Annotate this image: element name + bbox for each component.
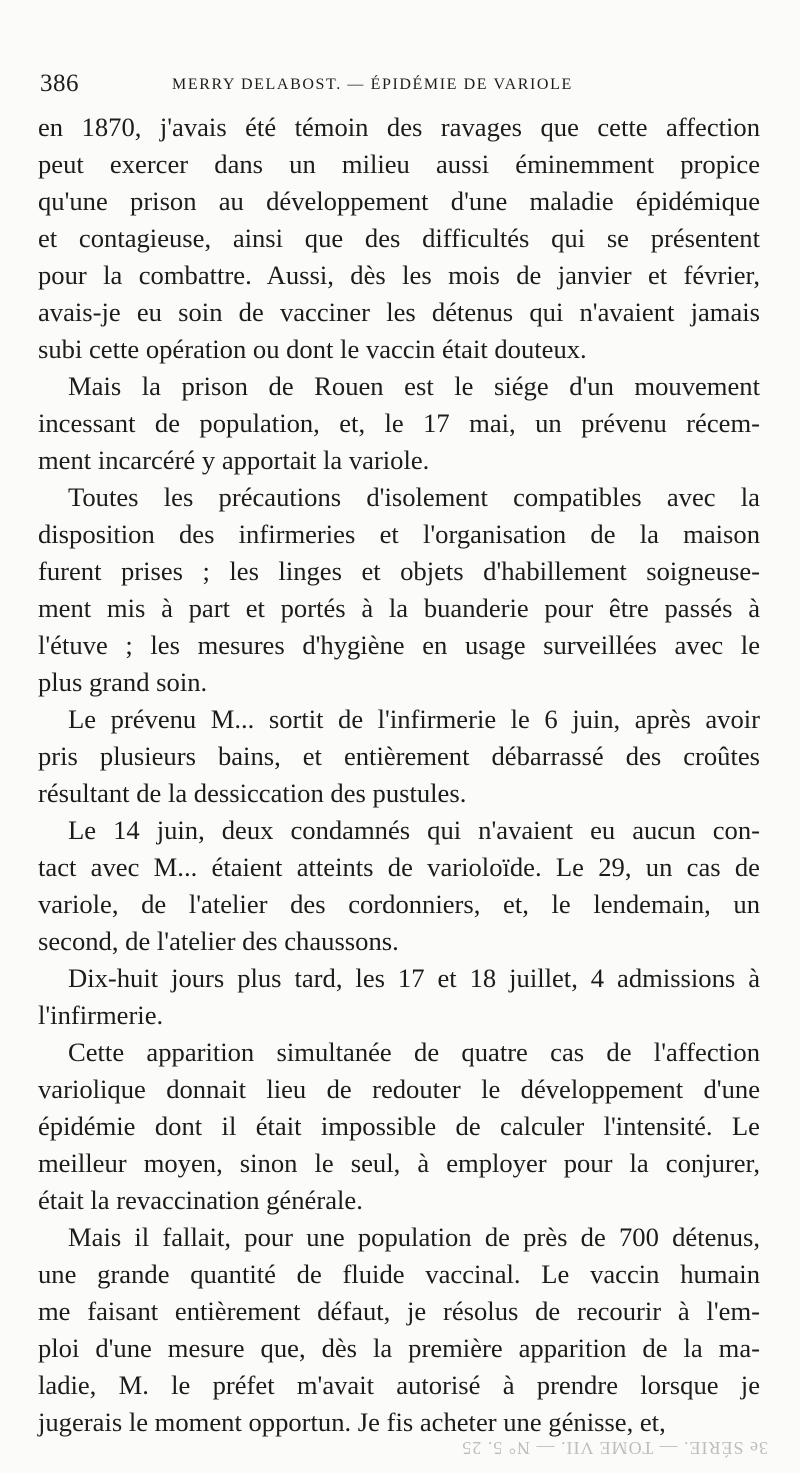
- text-line: l'infirmerie.: [38, 1000, 164, 1030]
- text-line: ladie, M. le préfet m'avait autorisé à prendre lorsque je: [38, 1370, 760, 1400]
- text-line: était la revaccination générale.: [38, 1185, 363, 1215]
- text-line: épidémie dont il était impossible de calculer l'intensité. Le: [38, 1111, 760, 1141]
- text-line: en 1870, j'avais été témoin des ravages que cette affection: [38, 112, 760, 142]
- paragraph: [38, 701, 760, 812]
- text-line: second, de l'atelier des chaussons.: [38, 926, 399, 956]
- text-line: ploi d'une mesure que, dès la première apparition de la ma-: [38, 1333, 760, 1363]
- text-line: et contagieuse, ainsi que des difficultés qui se présentent: [38, 223, 760, 253]
- paragraph: [38, 1219, 760, 1441]
- text-line: Le prévenu M... sortit de l'infirmerie le 6 juin, après avoir: [68, 704, 760, 734]
- text-line: qu'une prison au développement d'une maladie épidémique: [38, 186, 760, 216]
- text-line: Toutes les précautions d'isolement compatibles avec la: [68, 482, 760, 512]
- text-line: une grande quantité de fluide vaccinal. Le vaccin humain: [38, 1259, 760, 1289]
- text-line: disposition des infirmeries et l'organisation de la maison: [38, 519, 760, 549]
- text-line: l'étuve ; les mesures d'hygiène en usage surveillées avec le: [38, 630, 760, 660]
- text-line: Mais la prison de Rouen est le siége d'un mouvement: [68, 371, 760, 401]
- text-line: Le 14 juin, deux condamnés qui n'avaient eu aucun con-: [68, 815, 760, 845]
- text-line: Mais il fallait, pour une population de près de 700 détenus,: [68, 1222, 760, 1252]
- text-line: incessant de population, et, le 17 mai, un prévenu récem-: [38, 408, 760, 438]
- paragraph: [38, 479, 760, 701]
- text-line: tact avec M... étaient atteints de varioloïde. Le 29, un cas de: [38, 852, 760, 882]
- text-line: plus grand soin.: [38, 667, 208, 697]
- text-line: me faisant entièrement défaut, je résolus de recourir à l'em-: [38, 1296, 760, 1326]
- page-number: 386: [40, 70, 79, 97]
- text-line: Cette apparition simultanée de quatre cas de l'affection: [68, 1037, 760, 1067]
- body-text: [38, 109, 760, 1441]
- text-line: peut exercer dans un milieu aussi éminemment propice: [38, 149, 760, 179]
- text-line: jugerais le moment opportun. Je fis acheter une génisse, et,: [38, 1407, 666, 1437]
- text-line: pris plusieurs bains, et entièrement débarrassé des croûtes: [38, 741, 760, 771]
- page-header: [40, 66, 762, 106]
- text-line: ment mis à part et portés à la buanderie pour être passés à: [38, 593, 760, 623]
- paragraph: [38, 368, 760, 479]
- paragraph: [38, 1034, 760, 1219]
- text-line: meilleur moyen, sinon le seul, à employer pour la conjurer,: [38, 1148, 760, 1178]
- text-line: avais-je eu soin de vacciner les détenus qui n'avaient jamais: [38, 297, 760, 327]
- text-line: variole, de l'atelier des cordonniers, et, le lendemain, un: [38, 889, 760, 919]
- text-line: ment incarcéré y apportait la variole.: [38, 445, 430, 475]
- text-line: résultant de la dessiccation des pustules.: [38, 778, 467, 808]
- paragraph: [38, 960, 760, 1034]
- running-head: MERRY DELABOST. — ÉPIDÉMIE DE VARIOLE: [172, 76, 573, 93]
- text-line: subi cette opération ou dont le vaccin était douteux.: [38, 334, 587, 364]
- text-line: variolique donnait lieu de redouter le développement d'une: [38, 1074, 760, 1104]
- text-line: furent prises ; les linges et objets d'habillement soigneuse-: [38, 556, 760, 586]
- paragraph: [38, 812, 760, 960]
- paragraph: [38, 109, 760, 368]
- text-line: pour la combattre. Aussi, dès les mois de janvier et février,: [38, 260, 760, 290]
- text-line: Dix-huit jours plus tard, les 17 et 18 juillet, 4 admissions à: [68, 963, 760, 993]
- footer-bleed-through: 3e SÉRIE. — TOME VII. — N° 5. 25: [461, 1438, 768, 1458]
